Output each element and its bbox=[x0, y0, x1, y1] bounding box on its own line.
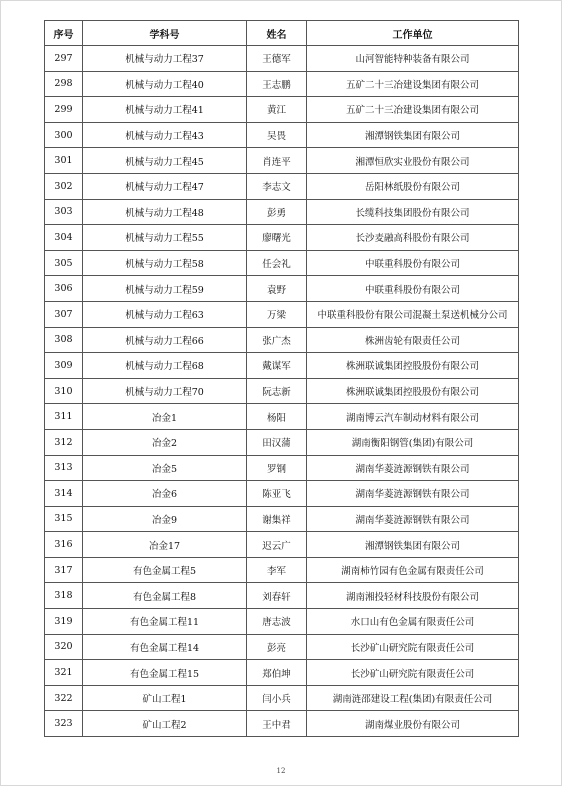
cell-no: 312 bbox=[45, 429, 83, 455]
cell-discipline: 机械与动力工程70 bbox=[83, 378, 247, 404]
cell-name: 李志文 bbox=[247, 173, 307, 199]
cell-name: 万梁 bbox=[247, 301, 307, 327]
cell-name: 戴谋军 bbox=[247, 353, 307, 379]
cell-no: 321 bbox=[45, 660, 83, 686]
cell-no: 305 bbox=[45, 250, 83, 276]
table-row bbox=[45, 481, 519, 507]
cell-discipline: 机械与动力工程43 bbox=[83, 122, 247, 148]
cell-name: 彭勇 bbox=[247, 199, 307, 225]
cell-company: 湘潭钢铁集团有限公司 bbox=[307, 122, 519, 148]
table-row bbox=[45, 122, 519, 148]
cell-discipline: 冶金2 bbox=[83, 429, 247, 455]
cell-company: 长沙矿山研究院有限责任公司 bbox=[307, 634, 519, 660]
cell-company: 中联重科股份有限公司混凝土泵送机械分公司 bbox=[307, 301, 519, 327]
cell-no: 317 bbox=[45, 557, 83, 583]
cell-no: 300 bbox=[45, 122, 83, 148]
cell-no: 311 bbox=[45, 404, 83, 430]
table-row bbox=[45, 634, 519, 660]
cell-discipline: 有色金属工程15 bbox=[83, 660, 247, 686]
cell-no: 301 bbox=[45, 148, 83, 174]
table-row bbox=[45, 609, 519, 635]
cell-company: 湖南博云汽车制动材料有限公司 bbox=[307, 404, 519, 430]
cell-name: 罗钢 bbox=[247, 455, 307, 481]
cell-company: 湖南涟邵建设工程(集团)有限责任公司 bbox=[307, 685, 519, 711]
cell-discipline: 冶金5 bbox=[83, 455, 247, 481]
cell-no: 314 bbox=[45, 481, 83, 507]
table-row bbox=[45, 353, 519, 379]
cell-discipline: 机械与动力工程59 bbox=[83, 276, 247, 302]
table-row bbox=[45, 173, 519, 199]
header-company: 工作单位 bbox=[307, 21, 519, 46]
cell-company: 湖南柿竹园有色金属有限责任公司 bbox=[307, 557, 519, 583]
table-row bbox=[45, 276, 519, 302]
table-row bbox=[45, 532, 519, 558]
cell-no: 318 bbox=[45, 583, 83, 609]
table-row bbox=[45, 97, 519, 123]
table-row bbox=[45, 711, 519, 737]
cell-no: 313 bbox=[45, 455, 83, 481]
roster-table bbox=[44, 20, 519, 737]
cell-no: 316 bbox=[45, 532, 83, 558]
table-row bbox=[45, 225, 519, 251]
cell-company: 湖南衡阳钢管(集团)有限公司 bbox=[307, 429, 519, 455]
cell-no: 304 bbox=[45, 225, 83, 251]
cell-no: 322 bbox=[45, 685, 83, 711]
cell-company: 山河智能特种装备有限公司 bbox=[307, 46, 519, 72]
cell-discipline: 机械与动力工程40 bbox=[83, 71, 247, 97]
cell-company: 五矿二十三冶建设集团有限公司 bbox=[307, 71, 519, 97]
cell-name: 田汉蒲 bbox=[247, 429, 307, 455]
cell-no: 299 bbox=[45, 97, 83, 123]
cell-company: 岳阳林纸股份有限公司 bbox=[307, 173, 519, 199]
cell-discipline: 有色金属工程14 bbox=[83, 634, 247, 660]
cell-discipline: 机械与动力工程41 bbox=[83, 97, 247, 123]
cell-company: 湖南煤业股份有限公司 bbox=[307, 711, 519, 737]
cell-name: 任会礼 bbox=[247, 250, 307, 276]
table-row bbox=[45, 46, 519, 72]
cell-company: 湖南华菱涟源钢铁有限公司 bbox=[307, 506, 519, 532]
cell-company: 湘潭恒欣实业股份有限公司 bbox=[307, 148, 519, 174]
cell-name: 王志鹏 bbox=[247, 71, 307, 97]
cell-name: 王中君 bbox=[247, 711, 307, 737]
cell-discipline: 机械与动力工程47 bbox=[83, 173, 247, 199]
cell-name: 王德军 bbox=[247, 46, 307, 72]
cell-name: 迟云广 bbox=[247, 532, 307, 558]
cell-company: 株洲联诚集团控股股份有限公司 bbox=[307, 378, 519, 404]
cell-discipline: 矿山工程1 bbox=[83, 685, 247, 711]
cell-name: 廖曙光 bbox=[247, 225, 307, 251]
cell-name: 陈亚飞 bbox=[247, 481, 307, 507]
cell-no: 320 bbox=[45, 634, 83, 660]
table-row bbox=[45, 71, 519, 97]
cell-discipline: 冶金6 bbox=[83, 481, 247, 507]
header-no: 序号 bbox=[45, 21, 83, 46]
cell-discipline: 冶金1 bbox=[83, 404, 247, 430]
cell-name: 李军 bbox=[247, 557, 307, 583]
cell-discipline: 机械与动力工程37 bbox=[83, 46, 247, 72]
cell-company: 中联重科股份有限公司 bbox=[307, 250, 519, 276]
cell-name: 闫小兵 bbox=[247, 685, 307, 711]
cell-discipline: 有色金属工程8 bbox=[83, 583, 247, 609]
cell-company: 中联重科股份有限公司 bbox=[307, 276, 519, 302]
table-row bbox=[45, 378, 519, 404]
header-row bbox=[45, 21, 519, 46]
cell-name: 袁野 bbox=[247, 276, 307, 302]
cell-company: 长沙麦融高科股份有限公司 bbox=[307, 225, 519, 251]
cell-no: 302 bbox=[45, 173, 83, 199]
cell-name: 谢集祥 bbox=[247, 506, 307, 532]
cell-no: 303 bbox=[45, 199, 83, 225]
cell-company: 湖南华菱涟源钢铁有限公司 bbox=[307, 455, 519, 481]
cell-discipline: 机械与动力工程45 bbox=[83, 148, 247, 174]
table-row bbox=[45, 685, 519, 711]
cell-no: 297 bbox=[45, 46, 83, 72]
cell-company: 湘潭钢铁集团有限公司 bbox=[307, 532, 519, 558]
table-row bbox=[45, 199, 519, 225]
table-row bbox=[45, 148, 519, 174]
table-row bbox=[45, 250, 519, 276]
cell-company: 长缆科技集团股份有限公司 bbox=[307, 199, 519, 225]
cell-name: 张广杰 bbox=[247, 327, 307, 353]
cell-discipline: 机械与动力工程66 bbox=[83, 327, 247, 353]
cell-name: 吴畏 bbox=[247, 122, 307, 148]
cell-company: 长沙矿山研究院有限责任公司 bbox=[307, 660, 519, 686]
cell-name: 唐志波 bbox=[247, 609, 307, 635]
cell-discipline: 冶金17 bbox=[83, 532, 247, 558]
cell-name: 杨阳 bbox=[247, 404, 307, 430]
cell-discipline: 机械与动力工程63 bbox=[83, 301, 247, 327]
table-row bbox=[45, 506, 519, 532]
cell-name: 肖连平 bbox=[247, 148, 307, 174]
cell-discipline: 机械与动力工程68 bbox=[83, 353, 247, 379]
cell-company: 水口山有色金属有限责任公司 bbox=[307, 609, 519, 635]
cell-discipline: 有色金属工程5 bbox=[83, 557, 247, 583]
header-discipline: 学科号 bbox=[83, 21, 247, 46]
table-row bbox=[45, 404, 519, 430]
cell-name: 刘春轩 bbox=[247, 583, 307, 609]
cell-discipline: 冶金9 bbox=[83, 506, 247, 532]
page-number: 12 bbox=[276, 767, 286, 775]
cell-company: 五矿二十三冶建设集团有限公司 bbox=[307, 97, 519, 123]
table-row bbox=[45, 557, 519, 583]
table-row bbox=[45, 583, 519, 609]
header-name: 姓名 bbox=[247, 21, 307, 46]
roster-body bbox=[45, 46, 519, 737]
cell-no: 319 bbox=[45, 609, 83, 635]
table-row bbox=[45, 327, 519, 353]
cell-no: 323 bbox=[45, 711, 83, 737]
cell-name: 郑伯坤 bbox=[247, 660, 307, 686]
cell-company: 湖南湘投轻材科技股份有限公司 bbox=[307, 583, 519, 609]
cell-company: 株洲联诚集团控股股份有限公司 bbox=[307, 353, 519, 379]
cell-no: 315 bbox=[45, 506, 83, 532]
cell-no: 308 bbox=[45, 327, 83, 353]
cell-name: 彭亮 bbox=[247, 634, 307, 660]
cell-no: 307 bbox=[45, 301, 83, 327]
cell-no: 306 bbox=[45, 276, 83, 302]
cell-no: 310 bbox=[45, 378, 83, 404]
table-row bbox=[45, 455, 519, 481]
table-row bbox=[45, 301, 519, 327]
table-row bbox=[45, 660, 519, 686]
cell-company: 湖南华菱涟源钢铁有限公司 bbox=[307, 481, 519, 507]
cell-no: 298 bbox=[45, 71, 83, 97]
cell-discipline: 机械与动力工程58 bbox=[83, 250, 247, 276]
cell-name: 阮志新 bbox=[247, 378, 307, 404]
cell-discipline: 机械与动力工程55 bbox=[83, 225, 247, 251]
cell-discipline: 有色金属工程11 bbox=[83, 609, 247, 635]
cell-name: 黄江 bbox=[247, 97, 307, 123]
cell-company: 株洲齿轮有限责任公司 bbox=[307, 327, 519, 353]
cell-discipline: 机械与动力工程48 bbox=[83, 199, 247, 225]
table-row bbox=[45, 429, 519, 455]
cell-no: 309 bbox=[45, 353, 83, 379]
cell-discipline: 矿山工程2 bbox=[83, 711, 247, 737]
